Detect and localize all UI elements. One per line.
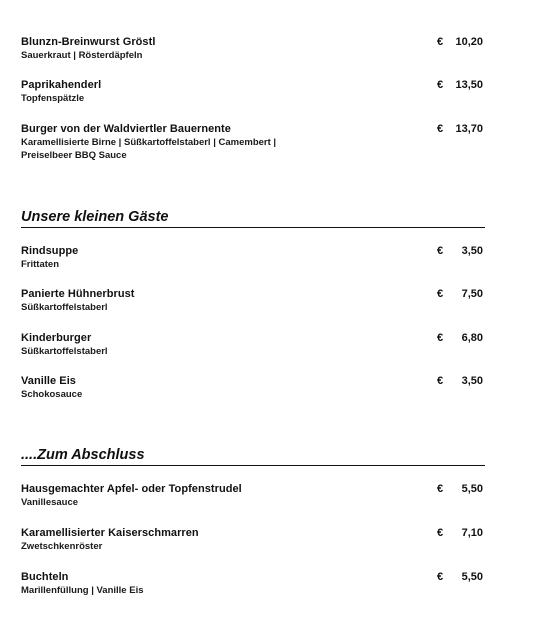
menu-item: [21, 570, 491, 597]
item-price: [437, 331, 483, 345]
currency-symbol: €: [437, 245, 444, 257]
menu-item: [21, 244, 491, 271]
item-name: Kinderburger: [21, 332, 92, 344]
item-description: Vanillesauce: [21, 497, 79, 508]
item-name: Blunzn-Breinwurst Gröstl: [21, 36, 156, 48]
price-value: 3,50: [461, 245, 483, 257]
currency-symbol: €: [437, 483, 444, 495]
item-description: Topfenspätzle: [21, 93, 85, 104]
price-value: 13,50: [455, 79, 483, 91]
price-value: 10,20: [455, 36, 483, 48]
price-value: 3,50: [461, 375, 483, 387]
menu-item: [21, 482, 491, 509]
currency-symbol: €: [437, 36, 444, 48]
item-description: Schokosauce: [21, 389, 83, 400]
item-price: [437, 122, 483, 136]
item-price: [437, 374, 483, 388]
price-value: 5,50: [461, 483, 483, 495]
item-name: Burger von der Waldviertler Bauernente: [21, 123, 231, 135]
menu-item: [21, 122, 491, 162]
item-description: Zwetschkenröster: [21, 541, 103, 552]
currency-symbol: €: [437, 79, 444, 91]
section-title: Unsere kleinen Gäste: [21, 208, 485, 228]
item-price: [437, 570, 483, 584]
currency-symbol: €: [437, 571, 444, 583]
section-title: ....Zum Abschluss: [21, 446, 485, 466]
price-value: 13,70: [455, 123, 483, 135]
item-name: Rindsuppe: [21, 245, 79, 257]
menu-item: [21, 374, 491, 401]
menu-item: [21, 287, 491, 314]
item-description: Süßkartoffelstaberl: [21, 302, 108, 313]
currency-symbol: €: [437, 288, 444, 300]
item-name: Vanille Eis: [21, 375, 76, 387]
currency-symbol: €: [437, 375, 444, 387]
currency-symbol: €: [437, 332, 444, 344]
menu-item: [21, 78, 491, 105]
item-price: [437, 35, 483, 49]
item-price: [437, 526, 483, 540]
item-price: [437, 78, 483, 92]
currency-symbol: €: [437, 123, 444, 135]
menu-item: [21, 35, 491, 62]
item-description: Marillenfüllung | Vanille Eis: [21, 585, 144, 596]
item-price: [437, 287, 483, 301]
price-value: 5,50: [461, 571, 483, 583]
price-value: 7,50: [461, 288, 483, 300]
item-name: Panierte Hühnerbrust: [21, 288, 135, 300]
item-name: Hausgemachter Apfel- oder Topfenstrudel: [21, 483, 242, 495]
item-name: Paprikahenderl: [21, 79, 102, 91]
item-name: Karamellisierter Kaiserschmarren: [21, 527, 199, 539]
item-description: Frittaten: [21, 259, 59, 270]
item-description: Sauerkraut | Rösterdäpfeln: [21, 50, 143, 61]
price-value: 6,80: [461, 332, 483, 344]
item-description: Süßkartoffelstaberl: [21, 346, 108, 357]
price-value: 7,10: [461, 527, 483, 539]
item-description: Karamellisierte Birne | Süßkartoffelstaberl | Camembert | Preiselbeer BBQ Sauce: [21, 137, 277, 161]
currency-symbol: €: [437, 527, 444, 539]
menu-item: [21, 526, 491, 553]
menu-item: [21, 331, 491, 358]
item-price: [437, 244, 483, 258]
item-name: Buchteln: [21, 571, 69, 583]
item-price: [437, 482, 483, 496]
